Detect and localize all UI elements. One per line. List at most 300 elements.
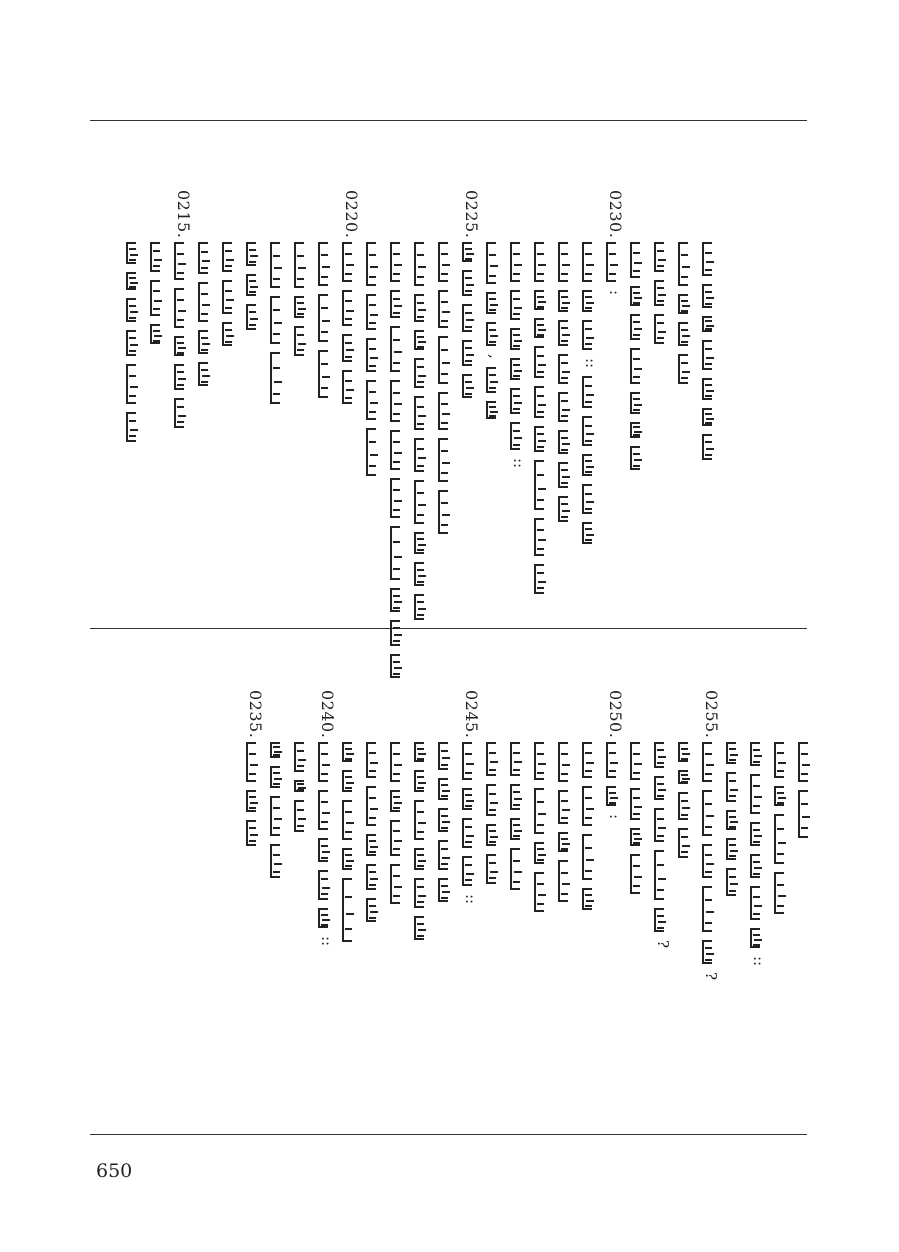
mongolian-word (294, 296, 312, 318)
mongolian-script-line (630, 240, 648, 476)
mongolian-word (630, 314, 648, 340)
mongolian-word (462, 788, 480, 810)
mongolian-word (510, 358, 528, 380)
upper-text-line (196, 240, 218, 392)
mongolian-word (294, 780, 312, 792)
mongolian-word (510, 290, 528, 320)
mongolian-word (750, 774, 768, 814)
lower-text-line (724, 740, 746, 902)
mongolian-word (342, 878, 360, 942)
punctuation-mark: ? (702, 972, 720, 981)
upper-text-line (484, 240, 506, 425)
mongolian-word (390, 654, 408, 678)
mongolian-script-line (246, 240, 264, 336)
mongolian-word (366, 428, 384, 476)
mongolian-script-line (510, 740, 528, 896)
upper-text-line (268, 240, 290, 410)
mongolian-word (678, 742, 696, 762)
mongolian-word (726, 868, 744, 896)
lower-text-line (412, 740, 434, 946)
mongolian-word (582, 242, 600, 282)
mongolian-word (366, 242, 384, 286)
mongolian-word (174, 242, 192, 280)
mongolian-word (414, 294, 432, 322)
mongolian-word (630, 242, 648, 278)
mongolian-script-line (774, 740, 792, 920)
line-number-label (460, 690, 482, 742)
mongolian-word (270, 766, 288, 788)
mongolian-word (414, 562, 432, 586)
mongolian-word (270, 844, 288, 878)
lower-text-line (388, 740, 410, 910)
mongolian-word (390, 790, 408, 812)
mongolian-script-line (294, 240, 312, 362)
mongolian-word (390, 290, 408, 318)
mongolian-word (654, 242, 672, 272)
mongolian-word (174, 398, 192, 428)
mongolian-script-line (750, 740, 768, 972)
mongolian-word (702, 886, 720, 932)
upper-text-line (628, 240, 650, 476)
mongolian-word (198, 242, 216, 274)
mongolian-word (390, 478, 408, 518)
line-number-label (340, 190, 362, 242)
mongolian-word (414, 480, 432, 524)
mongolian-word (126, 412, 144, 442)
lower-text-line (364, 740, 386, 928)
mongolian-word (486, 824, 504, 846)
line-number: 0240. (318, 690, 337, 739)
line-number: 0245. (462, 690, 481, 739)
mongolian-word (414, 878, 432, 908)
mongolian-word (414, 742, 432, 762)
punctuation-mark: ? (654, 940, 672, 949)
upper-text-line (604, 240, 626, 301)
mongolian-word (342, 742, 360, 762)
mongolian-word (438, 392, 456, 430)
mongolian-word (342, 242, 360, 282)
mongolian-word (630, 392, 648, 414)
punctuation-mark: , (486, 354, 504, 359)
mongolian-word (390, 742, 408, 782)
mongolian-word (414, 242, 432, 286)
mongolian-word (342, 290, 360, 326)
mongolian-word (630, 854, 648, 894)
mongolian-word (366, 834, 384, 856)
punctuation-mark: : (606, 814, 624, 820)
mongolian-word (630, 742, 648, 780)
mongolian-word (702, 742, 720, 782)
lower-text-line (460, 740, 482, 910)
mongolian-word (678, 792, 696, 820)
mongolian-word (294, 800, 312, 832)
mongolian-word (630, 446, 648, 470)
upper-text-line (124, 240, 146, 448)
mongolian-word (558, 790, 576, 824)
mongolian-word (630, 788, 648, 820)
mongolian-script-line (654, 240, 672, 350)
mongolian-word (318, 742, 336, 782)
mongolian-word (534, 742, 552, 780)
mongolian-word (246, 820, 264, 846)
mongolian-script-line (606, 740, 624, 825)
mongolian-word (246, 274, 264, 296)
mongolian-word (558, 242, 576, 282)
lower-text-line (436, 740, 458, 908)
mongolian-word (342, 370, 360, 404)
line-number-label (172, 190, 194, 242)
mongolian-word (390, 242, 408, 282)
upper-text-line (388, 240, 410, 684)
mongolian-script-line (294, 740, 312, 838)
mongolian-word (462, 742, 480, 780)
mongolian-word (582, 742, 600, 778)
mongolian-word (678, 294, 696, 314)
lower-text-line (244, 740, 266, 852)
mongolian-word (126, 298, 144, 322)
mongolian-word (726, 742, 744, 764)
mongolian-word (510, 848, 528, 890)
mongolian-word (702, 940, 720, 964)
mongolian-script-line (486, 740, 504, 890)
lower-text-line (748, 740, 770, 972)
mongolian-word (294, 242, 312, 288)
mongolian-word (630, 422, 648, 438)
mongolian-word (702, 242, 720, 276)
mongolian-word (750, 822, 768, 846)
mongolian-script-line (726, 740, 744, 902)
mongolian-word (582, 454, 600, 476)
mongolian-word (150, 324, 168, 344)
mongolian-word (414, 438, 432, 472)
mongolian-word (270, 352, 288, 404)
mongolian-word (582, 290, 600, 312)
mongolian-word (366, 864, 384, 890)
mongolian-word (534, 518, 552, 556)
lower-text-line (700, 740, 722, 986)
mongolian-word (534, 872, 552, 912)
mongolian-script-line (678, 240, 696, 390)
mongolian-word (414, 916, 432, 940)
mongolian-word (342, 770, 360, 792)
line-number-label (244, 690, 266, 742)
mongolian-script-line (342, 740, 360, 948)
mongolian-word (462, 818, 480, 848)
mongolian-word (510, 388, 528, 414)
mongolian-word (510, 328, 528, 350)
mongolian-word (222, 322, 240, 346)
upper-text-line (364, 240, 386, 482)
mongolian-word (270, 796, 288, 836)
mongolian-script-line (438, 740, 456, 908)
mongolian-word (678, 770, 696, 784)
mongolian-word (606, 786, 624, 806)
mongolian-word (414, 532, 432, 554)
punctuation-mark: :: (318, 936, 336, 947)
mongolian-word (318, 242, 336, 286)
mongolian-word (486, 742, 504, 776)
mongolian-word (510, 818, 528, 840)
upper-text-line (556, 240, 578, 528)
upper-text-line (316, 240, 338, 404)
mongolian-script-line (534, 240, 552, 600)
mongolian-word (654, 908, 672, 932)
mongolian-word (390, 430, 408, 470)
mongolian-script-line (606, 240, 624, 301)
lower-text-line (796, 740, 818, 844)
mongolian-word (438, 438, 456, 482)
mongolian-script-line (462, 240, 480, 404)
lower-text-line (484, 740, 506, 890)
mongolian-word (510, 242, 528, 282)
mongolian-word (390, 820, 408, 856)
mongolian-word (462, 340, 480, 366)
punctuation-mark: : (606, 290, 624, 296)
mongolian-word (342, 848, 360, 870)
punctuation-mark: :: (462, 894, 480, 905)
upper-text-line (292, 240, 314, 362)
mongolian-word (246, 790, 264, 812)
lower-text-line (340, 740, 362, 948)
upper-text-line (412, 240, 434, 626)
lower-text-line (772, 740, 794, 920)
mongolian-word (414, 770, 432, 792)
mongolian-word (606, 742, 624, 778)
lower-text-line (292, 740, 314, 838)
upper-text-line (532, 240, 554, 600)
mongolian-word (774, 814, 792, 864)
mongolian-script-line (150, 240, 168, 350)
upper-text-line (244, 240, 266, 336)
upper-text-line (340, 240, 362, 410)
line-number-label (316, 690, 338, 742)
mongolian-word (798, 742, 816, 782)
mongolian-word (198, 282, 216, 322)
mongolian-word (318, 294, 336, 342)
mongolian-word (606, 242, 624, 282)
upper-text-line (172, 240, 194, 434)
mongolian-word (126, 242, 144, 264)
mongolian-word (414, 800, 432, 840)
upper-text-line (460, 240, 482, 404)
mongolian-word (486, 401, 504, 419)
bottom-rule (90, 1134, 807, 1135)
mongolian-word (702, 378, 720, 400)
mongolian-word (342, 334, 360, 362)
mongolian-word (678, 828, 696, 858)
mongolian-word (462, 856, 480, 886)
mongolian-word (654, 314, 672, 344)
upper-text-line (676, 240, 698, 390)
mongolian-word (534, 788, 552, 834)
mongolian-word (558, 860, 576, 902)
mongolian-word (438, 336, 456, 384)
mongolian-word (654, 850, 672, 900)
mongolian-word (774, 742, 792, 778)
mongolian-word (438, 840, 456, 870)
mongolian-word (318, 350, 336, 398)
mongolian-word (582, 834, 600, 880)
mongolian-word (414, 594, 432, 620)
mongolian-word (774, 872, 792, 914)
mongolian-word (534, 242, 552, 282)
mongolian-word (294, 326, 312, 356)
mongolian-script-line (558, 740, 576, 908)
upper-text-line (220, 240, 242, 352)
mongolian-word (558, 742, 576, 782)
mongolian-word (414, 330, 432, 350)
mongolian-word (414, 848, 432, 870)
mongolian-word (270, 242, 288, 288)
mongolian-word (414, 396, 432, 430)
mongolian-word (558, 430, 576, 454)
mongolian-word (798, 790, 816, 838)
mongolian-word (510, 784, 528, 810)
mongolian-word (438, 490, 456, 534)
mongolian-word (702, 408, 720, 426)
mongolian-script-line (534, 740, 552, 918)
mongolian-word (558, 832, 576, 852)
punctuation-mark: :: (510, 458, 528, 469)
mongolian-word (390, 380, 408, 422)
mongolian-word (558, 320, 576, 346)
mongolian-word (486, 292, 504, 314)
mongolian-word (390, 326, 408, 372)
line-number-label (604, 190, 626, 242)
mongolian-word (390, 620, 408, 646)
mongolian-word (366, 380, 384, 420)
mongolian-script-line (126, 240, 144, 448)
mongolian-script-line (654, 740, 672, 954)
lower-text-line (676, 740, 698, 864)
top-rule (90, 120, 807, 121)
mongolian-word (774, 786, 792, 806)
line-number-label (604, 690, 626, 742)
mongolian-script-line (246, 740, 264, 852)
lower-text-line (532, 740, 554, 918)
mongolian-script-line (414, 740, 432, 946)
lower-text-line (604, 740, 626, 825)
mongolian-word (510, 742, 528, 776)
mongolian-word (534, 564, 552, 594)
mongolian-script-line (582, 240, 600, 550)
mongolian-script-line (558, 240, 576, 528)
mongolian-word (126, 364, 144, 404)
mongolian-word (486, 367, 504, 393)
mongolian-word (702, 790, 720, 836)
mongolian-word (702, 316, 720, 332)
mongolian-word (654, 808, 672, 842)
mongolian-word (486, 854, 504, 884)
mongolian-script-line (414, 240, 432, 626)
mongolian-word (438, 778, 456, 800)
mongolian-word (318, 908, 336, 928)
mongolian-script-line (462, 740, 480, 910)
mongolian-script-line (390, 240, 408, 684)
mongolian-word (534, 386, 552, 418)
lower-text-line (316, 740, 338, 952)
mongolian-word (366, 786, 384, 826)
upper-text-line (580, 240, 602, 550)
mongolian-word (582, 376, 600, 408)
mongolian-word (246, 742, 264, 782)
mongolian-word (174, 336, 192, 356)
mongolian-word (318, 838, 336, 862)
mongolian-script-line (438, 240, 456, 540)
mongolian-word (270, 296, 288, 344)
mongolian-word (534, 460, 552, 510)
mongolian-word (558, 392, 576, 422)
mongolian-script-line (486, 240, 504, 425)
mongolian-word (726, 810, 744, 830)
mongolian-script-line (222, 240, 240, 352)
mongolian-word (558, 462, 576, 488)
mongolian-word (582, 416, 600, 446)
upper-text-line (508, 240, 530, 474)
mongolian-word (726, 838, 744, 860)
line-number: 0220. (342, 190, 361, 239)
mongolian-word (534, 426, 552, 452)
upper-text-line (148, 240, 170, 350)
line-number: 0215. (174, 190, 193, 239)
mongolian-word (630, 828, 648, 846)
upper-text-line (436, 240, 458, 540)
mongolian-word (702, 284, 720, 308)
mongolian-word (534, 346, 552, 378)
mongolian-word (534, 318, 552, 338)
mongolian-script-line (270, 740, 288, 884)
mongolian-script-line (510, 240, 528, 474)
mongolian-script-line (198, 240, 216, 392)
mongolian-word (750, 854, 768, 878)
mongolian-script-line (318, 240, 336, 404)
mongolian-word (582, 786, 600, 826)
mongolian-word (390, 864, 408, 904)
line-number: 0250. (606, 690, 625, 739)
mongolian-word (438, 290, 456, 328)
mongolian-script-line (702, 740, 720, 986)
mongolian-word (462, 270, 480, 296)
mongolian-script-line (318, 740, 336, 952)
lower-text-line (652, 740, 674, 954)
mongolian-word (174, 288, 192, 328)
mongolian-word (558, 354, 576, 384)
mongolian-word (294, 742, 312, 772)
mongolian-word (510, 422, 528, 450)
mongolian-word (438, 742, 456, 770)
mongolian-word (198, 330, 216, 354)
mongolian-word (678, 354, 696, 384)
mongolian-word (654, 776, 672, 800)
mongolian-word (438, 878, 456, 902)
mongolian-word (582, 320, 600, 350)
mongolian-word (150, 280, 168, 316)
mongolian-word (390, 526, 408, 580)
mongolian-word (222, 242, 240, 272)
mongolian-word (270, 742, 288, 758)
mongolian-word (174, 364, 192, 390)
mongolian-script-line (366, 240, 384, 482)
mongolian-word (318, 870, 336, 900)
mongolian-word (246, 242, 264, 266)
mongolian-script-line (270, 240, 288, 410)
mongolian-word (630, 348, 648, 384)
mongolian-word (702, 434, 720, 460)
mongolian-word (582, 484, 600, 514)
mongolian-word (438, 242, 456, 282)
mongolian-script-line (174, 240, 192, 434)
mongolian-word (366, 294, 384, 330)
